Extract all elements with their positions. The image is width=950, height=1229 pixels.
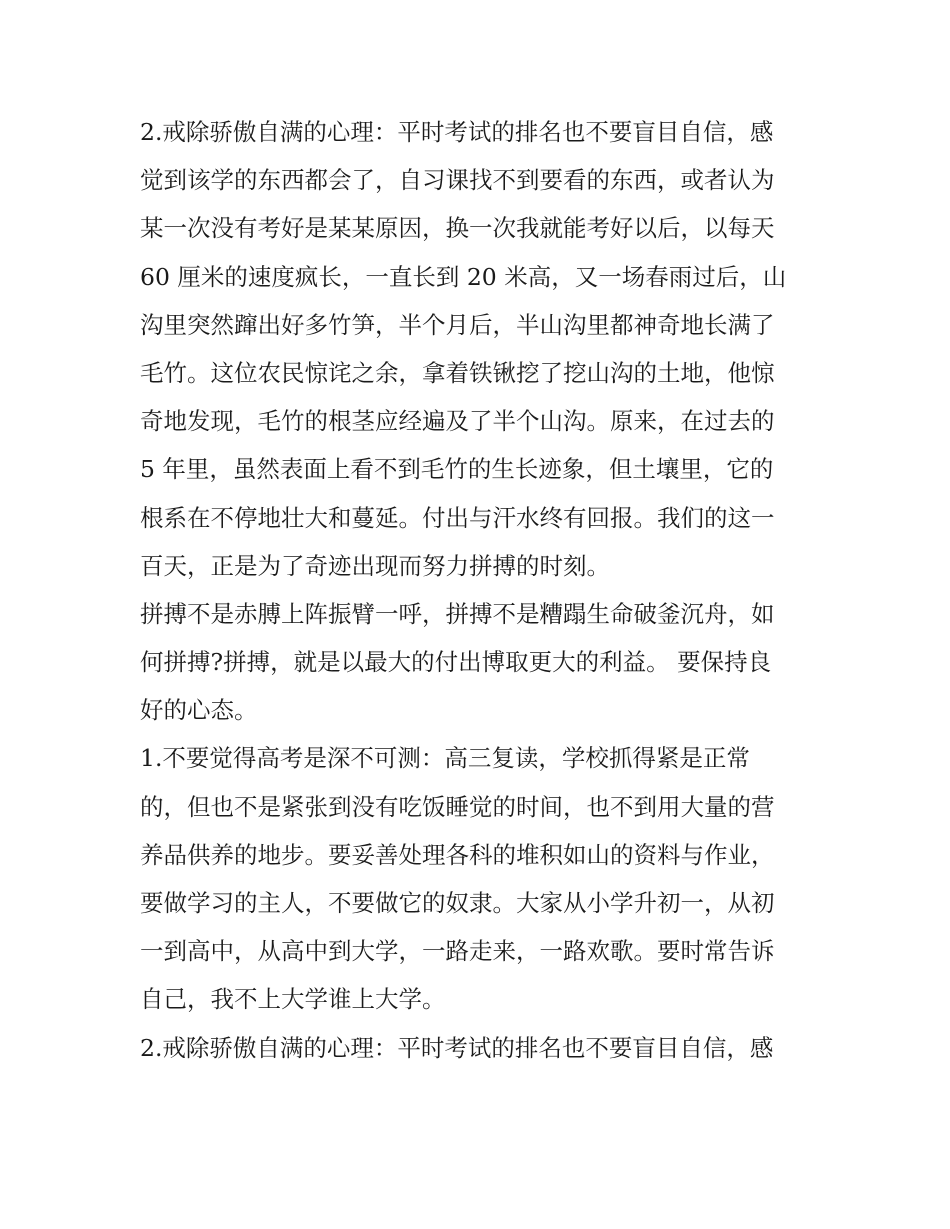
text-line: 拼搏不是赤膊上阵振臂一呼，拼搏不是糟蹋生命破釜沉舟，如 [140,599,775,628]
text-line: 2.戒除骄傲自满的心理：平时考试的排名也不要盲目自信，感 [140,118,774,146]
text-line: 60 厘米的速度疯长，一直长到 20 米高，又一场春雨过后，山 [140,262,787,291]
text-line: 百天，正是为了奇迹出现而努力拼搏的时刻。 [140,551,610,580]
text-line: 5 年里，虽然表面上看不到毛竹的生长迹象，但土壤里，它的 [140,455,774,484]
text-line: 好的心态。 [140,696,258,725]
text-line: 奇地发现，毛竹的根茎应经遍及了半个山沟。原来，在过去的 [140,407,775,436]
text-line: 毛竹。这位农民惊诧之余，拿着铁锹挖了挖山沟的土地，他惊 [140,358,775,387]
text-line: 某一次没有考好是某某原因，换一次我就能考好以后，以每天 [140,214,775,243]
text-line: 觉到该学的东西都会了，自习课找不到要看的东西，或者认为 [140,166,775,195]
body-text [140,108,820,1072]
text-line: 养品供养的地步。要妥善处理各科的堆积如山的资料与作业， [140,840,775,869]
text-line: 何拼搏?拼搏，就是以最大的付出博取更大的利益。 要保持良 [140,648,772,677]
text-line: 根系在不停地壮大和蔓延。付出与汗水终有回报。我们的这一 [140,503,775,532]
text-line: 1.不要觉得高考是深不可测：高三复读，学校抓得紧是正常 [140,744,750,773]
text-line: 要做学习的主人，不要做它的奴隶。大家从小学升初一，从初 [140,889,775,917]
text-line: 2.戒除骄傲自满的心理：平时考试的排名也不要盲目自信，感 [140,1033,774,1062]
text-line: 的，但也不是紧张到没有吃饭睡觉的时间，也不到用大量的营 [140,792,775,821]
text-line: 沟里突然蹿出好多竹笋，半个月后，半山沟里都神奇地长满了 [140,310,775,339]
text-line: 一到高中，从高中到大学，一路走来，一路欢歌。要时常告诉 [140,937,775,966]
text-line: 自己，我不上大学谁上大学。 [140,985,446,1014]
